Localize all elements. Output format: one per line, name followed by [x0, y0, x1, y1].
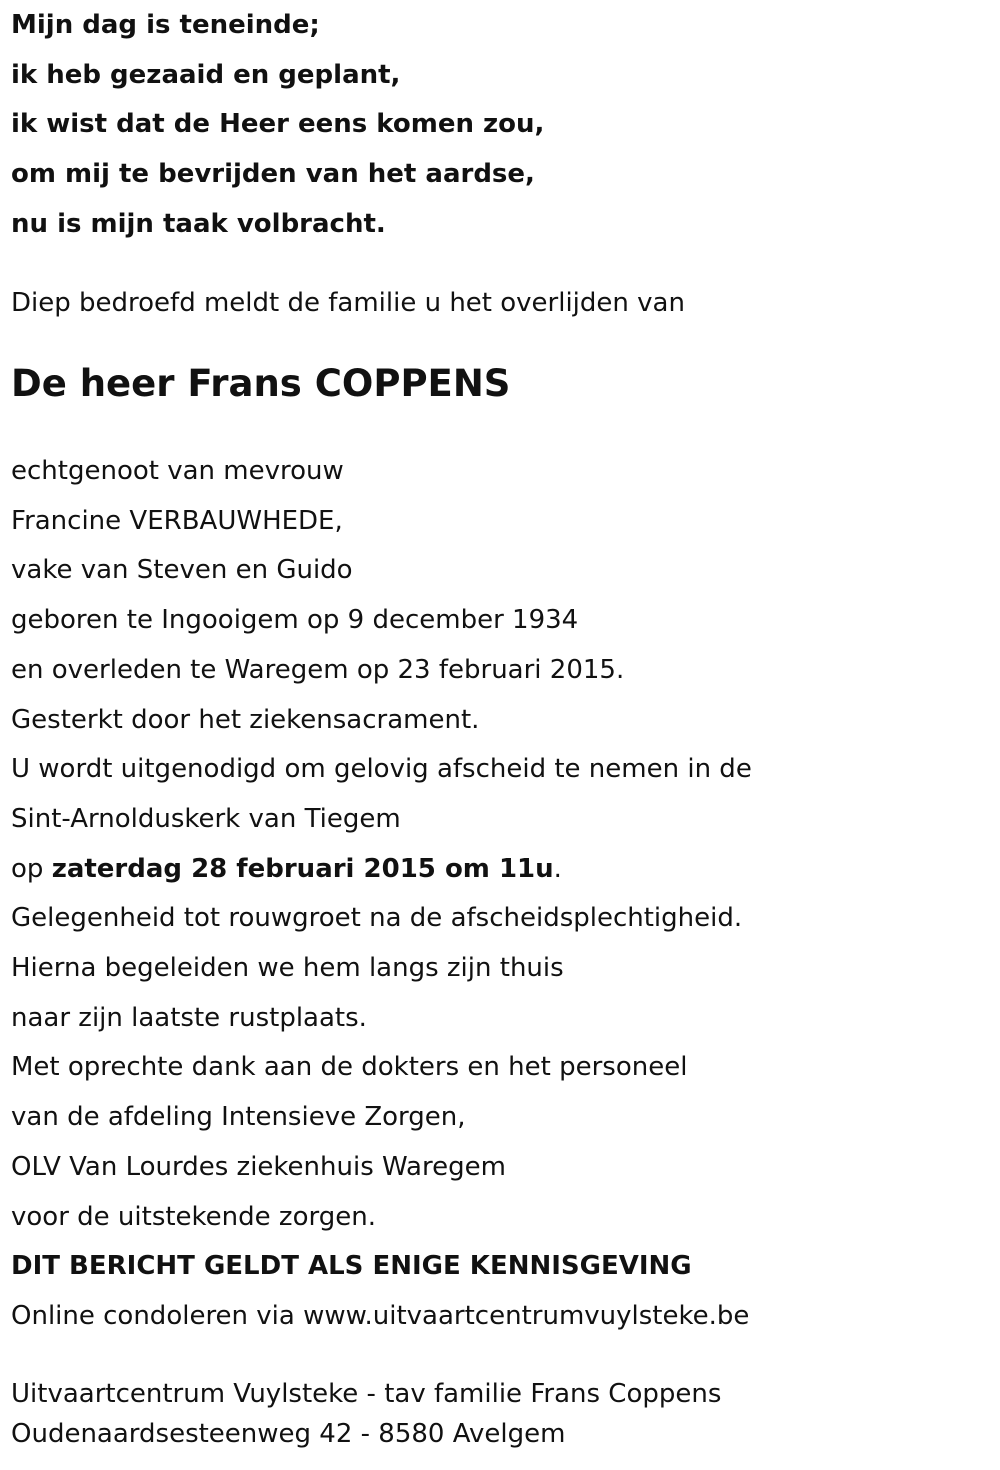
poem-line: nu is mijn taak volbracht. — [11, 208, 386, 239]
escort-line: Hierna begeleiden we hem langs zijn thuis — [11, 953, 564, 984]
escort-line: naar zijn laatste rustplaats. — [11, 1002, 367, 1033]
online-condolence-line: Online condoleren via www.uitvaartcentrumvuylsteke.be — [11, 1300, 750, 1331]
sacrament-line: Gesterkt door het ziekensacrament. — [11, 704, 480, 735]
birth-line: geboren te Ingooigem op 9 december 1934 — [11, 605, 579, 636]
invitation-line: U wordt uitgenodigd om gelovig afscheid te nemen in de — [11, 754, 752, 785]
deceased-name: De heer Frans COPPENS — [11, 362, 511, 405]
date-prefix: op — [11, 853, 52, 884]
funeral-home-address: Oudenaardsesteenweg 42 - 8580 Avelgem — [11, 1419, 566, 1449]
thanks-line: van de afdeling Intensieve Zorgen, — [11, 1102, 466, 1133]
spouse-name: Francine VERBAUWHEDE, — [11, 505, 343, 536]
date-suffix: . — [553, 853, 562, 884]
sole-notice-line: DIT BERICHT GELDT ALS ENIGE KENNISGEVING — [11, 1251, 692, 1282]
spouse-label: echtgenoot van mevrouw — [11, 456, 344, 486]
ceremony-date: zaterdag 28 februari 2015 om 11u — [51, 853, 554, 884]
announcement-intro: Diep bedroefd meldt de familie u het overlijden van — [11, 288, 685, 318]
thanks-line: OLV Van Lourdes ziekenhuis Waregem — [11, 1151, 506, 1182]
obituary-body — [11, 447, 752, 1342]
funeral-home-footer — [11, 1374, 721, 1454]
poem-line: ik wist dat de Heer eens komen zou, — [11, 109, 545, 140]
poem-line: ik heb gezaaid en geplant, — [11, 59, 401, 90]
poem-verse — [11, 1, 544, 250]
ceremony-date-line — [11, 845, 752, 895]
funeral-home-name: Uitvaartcentrum Vuylsteke - tav familie Frans Coppens — [11, 1379, 722, 1409]
thanks-line: Met oprechte dank aan de dokters en het personeel — [11, 1052, 688, 1083]
children-line: vake van Steven en Guido — [11, 555, 353, 586]
church-line: Sint-Arnolduskerk van Tiegem — [11, 803, 401, 834]
death-line: en overleden te Waregem op 23 februari 2015. — [11, 654, 625, 685]
poem-line: Mijn dag is teneinde; — [11, 10, 320, 40]
condolence-opportunity-line: Gelegenheid tot rouwgroet na de afscheidsplechtigheid. — [11, 903, 743, 934]
poem-line: om mij te bevrijden van het aardse, — [11, 159, 535, 190]
thanks-line: voor de uitstekende zorgen. — [11, 1201, 376, 1232]
